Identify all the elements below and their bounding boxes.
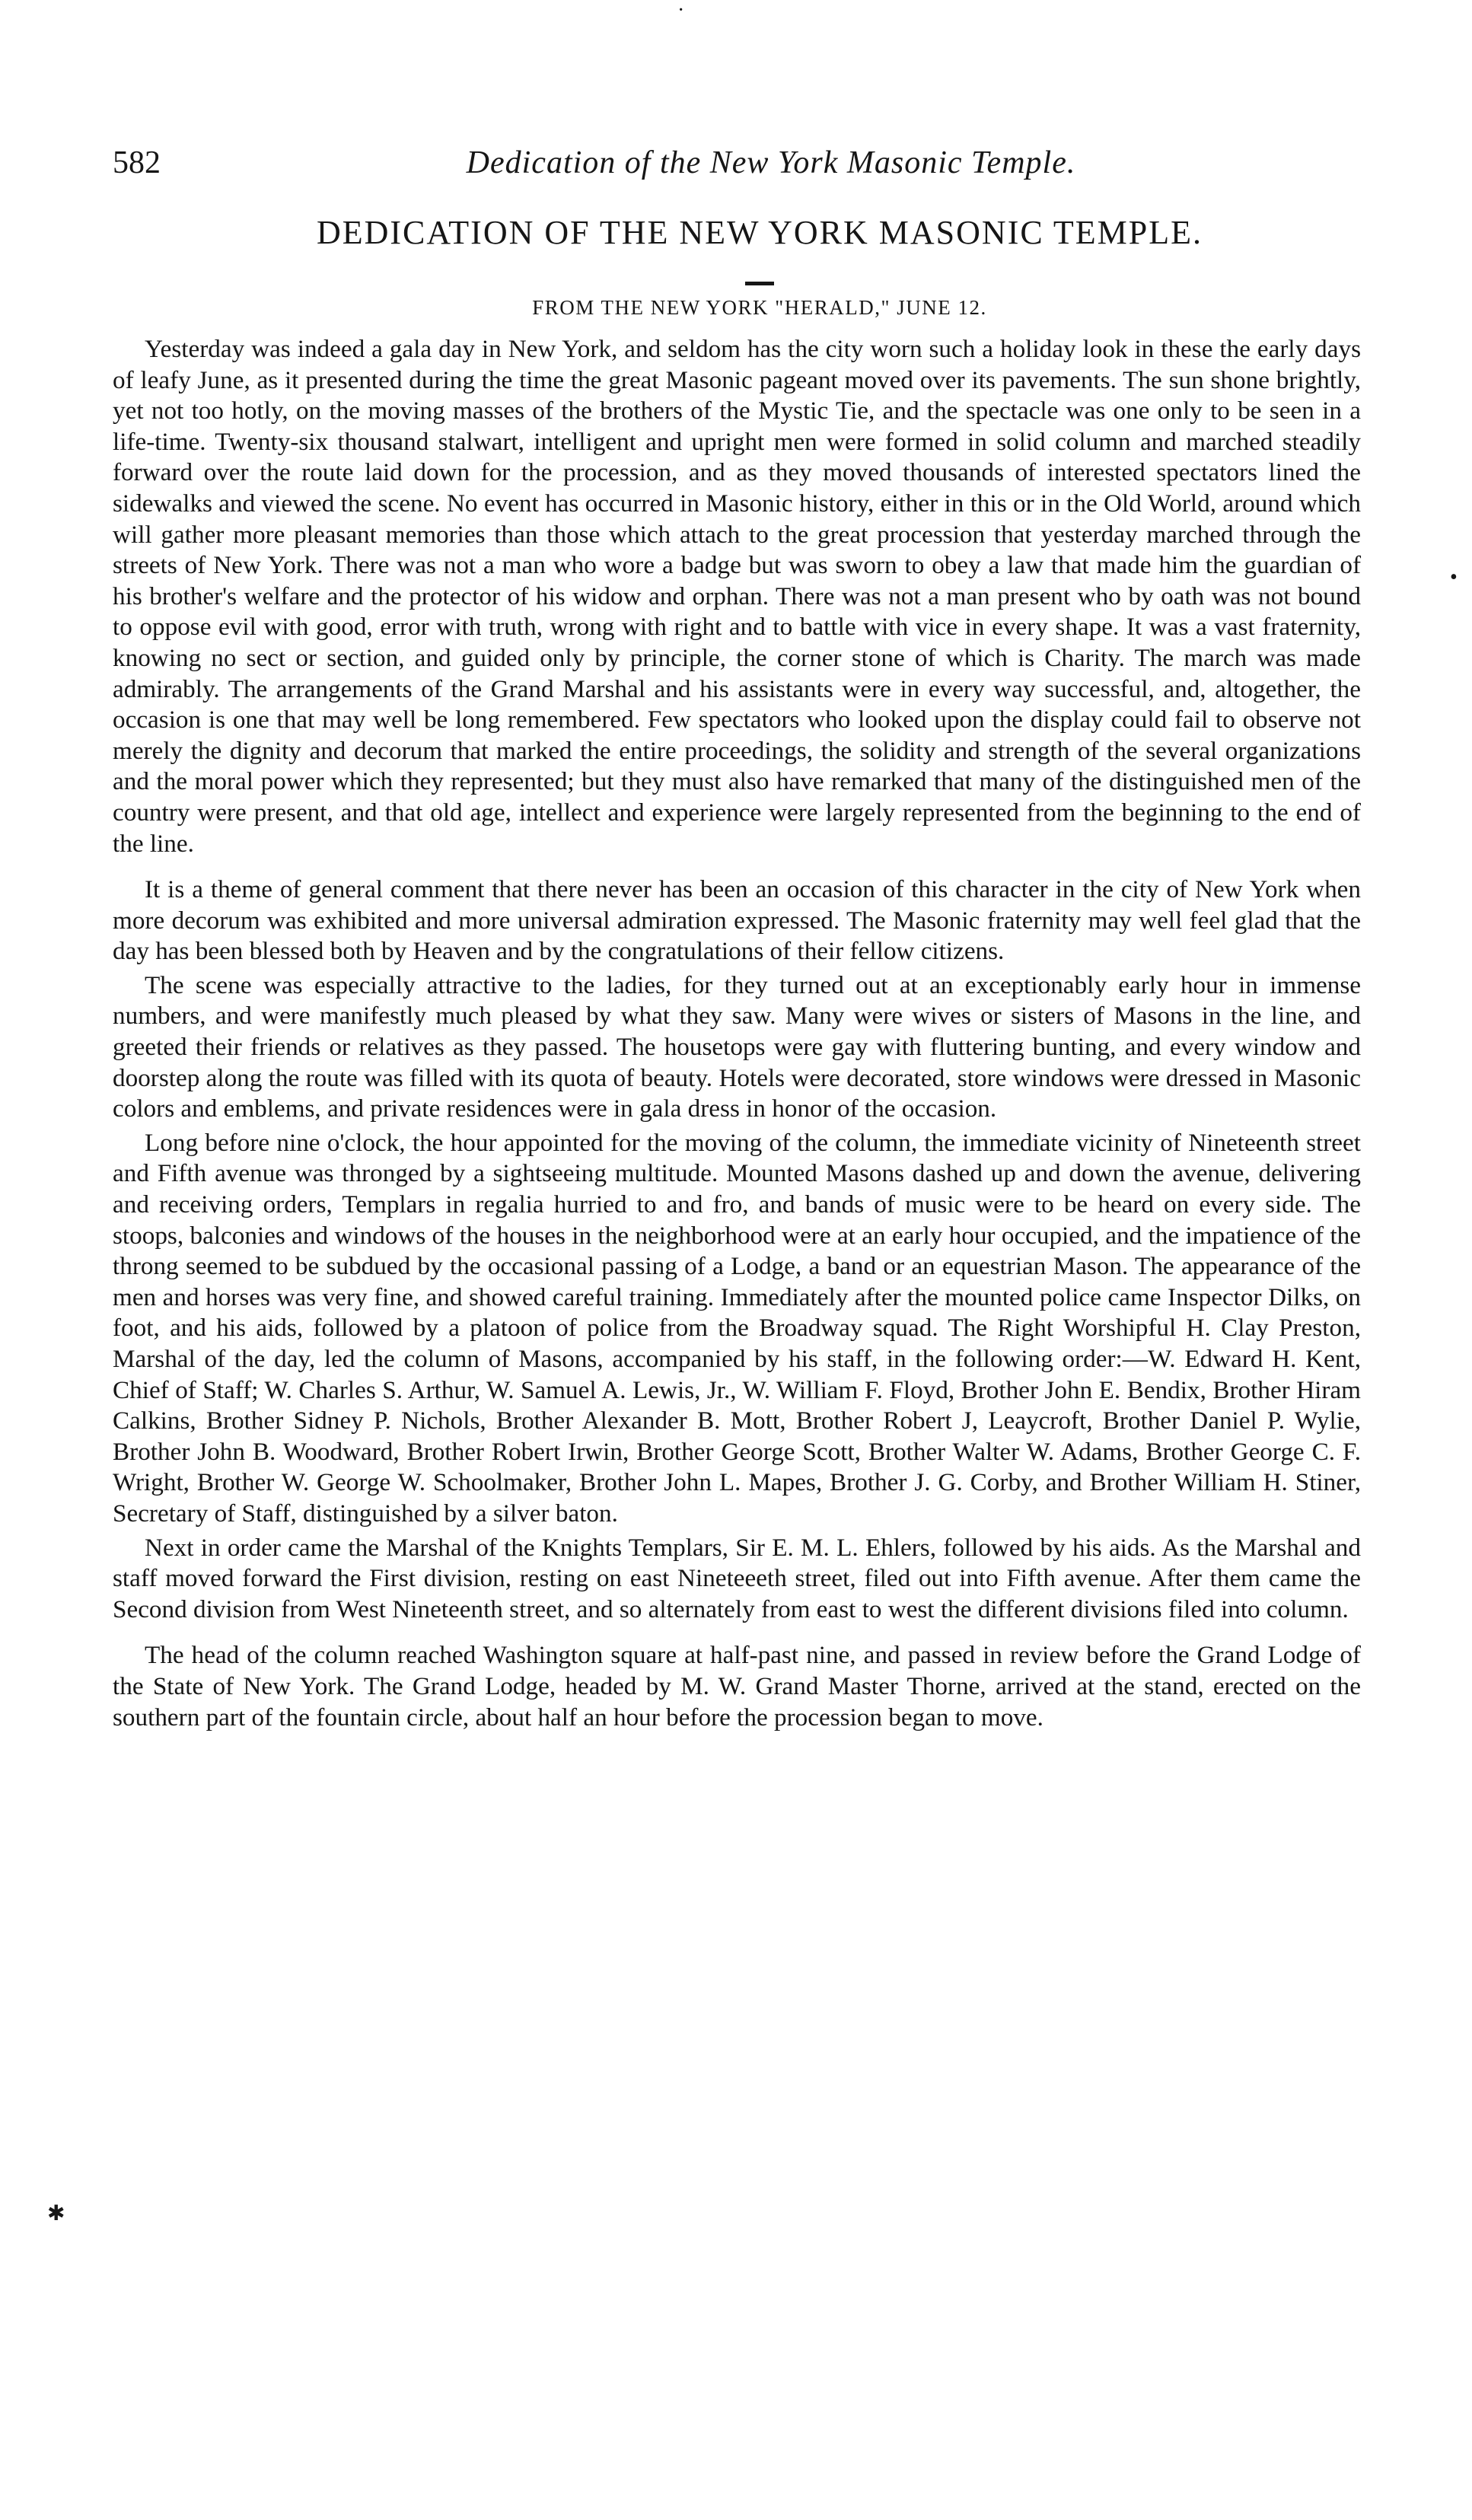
paragraph-4: Long before nine o'clock, the hour appointed for the moving of the column, the immediate vicinity of Nineteenth street and Fifth avenue was thronged by a sightseeing multitude. Mounted Masons dashed up and down the avenue, delivering and receiving orders, Templars in regalia hurried to and fro, and bands of music were to be heard on every side. The stoops, balconies and windows of the houses in the neighborhood were at an early hour occupied, and the impatience of the throng seemed to be subdued by the occasional passing of a Lodge, a band or an equestrian Mason. The appearance of the men and horses was very fine, and showed careful training. Immediately after the mounted police came Inspector Dilks, on foot, and his aids, followed by a platoon of police from the Broadway squad. The Right Worshipful H. Clay Preston, Marshal of the day, led the column of Masons, accompanied by his staff, in the following order:—W. Edward H. Kent, Chief of Staff; W. Charles S. Arthur, W. Samuel A. Lewis, Jr., W. William F. Floyd, Brother John E. Bendix, Brother Hiram Calkins, Brother Sidney P. Nichols, Brother Alexander B. Mott, Brother Robert J, Leaycroft, Brother Daniel P. Wylie, Brother John B. Woodward, Brother Robert Irwin, Brother George Scott, Brother Walter W. Adams, Brother George C. F. Wright, Brother W. George W. Schoolmaker, Brother John L. Mapes, Brother J. G. Corby, and Brother William H. Stiner, Secretary of Staff, distinguished by a silver baton.: [113, 1128, 1361, 1528]
article-title: DEDICATION OF THE NEW YORK MASONIC TEMPLE.: [316, 214, 1203, 251]
page-number: 582: [113, 145, 161, 180]
paragraph-3: The scene was especially attractive to the ladies, for they turned out at an exceptionably early hour in immense numbers, and were manifestly much pleased by what they saw. Many were wives or sisters of Masons in the line, and greeted their friends or relatives as they passed. The housetops were gay with fluttering bunting, and every window and doorstep along the route was filled with its quota of beauty. Hotels were decorated, store windows were dressed in Masonic colors and emblems, and private residences were in gala dress in honor of the occasion.: [113, 970, 1361, 1123]
margin-speck: •: [1450, 565, 1458, 589]
paragraph-5: Next in order came the Marshal of the Knights Templars, Sir E. M. L. Ehlers, followed by his aids. As the Marshal and staff moved forward the First division, resting on east Nineteeeth street, filed out into Fifth avenue. After them came the Second division from West Nineteenth street, and so alternately from east to west the different divisions filed into column.: [113, 1533, 1361, 1623]
paragraph-2: It is a theme of general comment that there never has been an occasion of this character in the city of New York when more decorum was exhibited and more universal admiration expressed. The Masonic fraternity may well feel glad that the day has been blessed both by Heaven and by the congratulations of their fellow citizens.: [113, 875, 1361, 966]
source-line: FROM THE NEW YORK "HERALD," JUNE 12.: [532, 296, 987, 319]
document-page: [113, 145, 1361, 1733]
paragraph-1: Yesterday was indeed a gala day in New York, and seldom has the city worn such a holiday look in these the early days of leafy June, as it presented during the time the great Masonic pageant moved over its pavements. The sun shone brightly, yet not too hotly, on the moving masses of the brothers of the Mystic Tie, and the spectacle was one only to be seen in a life-time. Twenty-six thousand stalwart, intelligent and upright men were formed in solid column and marched steadily forward over the route laid down for the procession, and as they moved thousands of interested spectators lined the sidewalks and viewed the scene. No event has occurred in Masonic history, either in this or in the Old World, around which will gather more pleasant memories than those which attach to the great procession that yesterday marched through the streets of New York. There was not a man who wore a badge but was sworn to obey a law that made him the guardian of his brother's welfare and the protector of his widow and orphan. There was not a man present who by oath was not bound to oppose evil with good, error with truth, wrong with right and to battle with vice in every shape. It was a vast fraternity, knowing no sect or section, and guided only by principle, the corner stone of which is Charity. The march was made admirably. The arrangements of the Grand Marshal and his assistants were in every way successful, and, altogether, the occasion is one that may well be long remembered. Few spectators who looked upon the display could fail to observe not merely the dignity and decorum that marked the entire proceedings, the solidity and strength of the several organizations and the moral power which they represented; but they must also have remarked that many of the distinguished men of the country were present, and that old age, intellect and experience were largely represented from the beginning to the end of the line.: [113, 335, 1361, 858]
running-title: Dedication of the New York Masonic Temple.: [466, 145, 1076, 180]
margin-mark: ✱: [47, 2202, 65, 2225]
running-head: [113, 145, 1361, 198]
paragraph-6: The head of the column reached Washington square at half-past nine, and passed in review before the Grand Lodge of the State of New York. The Grand Lodge, headed by M. W. Grand Master Thorne, arrived at the stand, erected on the southern part of the fountain circle, about half an hour before the procession began to move.: [113, 1641, 1361, 1732]
title-rule: [745, 282, 774, 285]
scan-speck: ·: [677, 0, 685, 22]
